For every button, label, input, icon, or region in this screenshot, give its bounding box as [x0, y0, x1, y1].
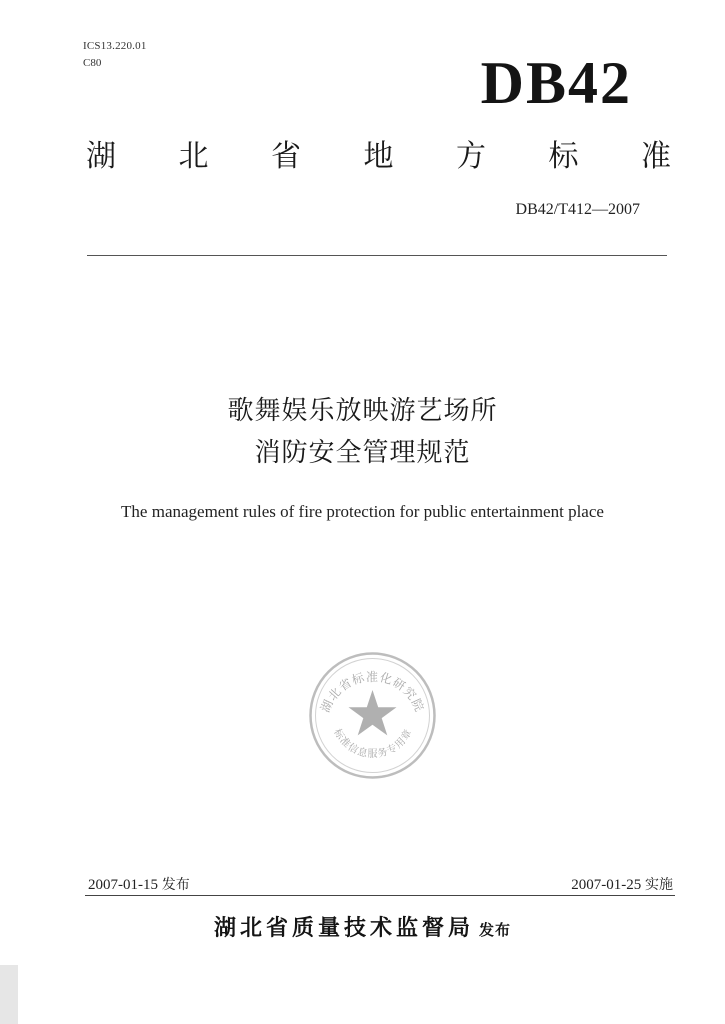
implement-date: 2007-01-25	[571, 877, 642, 893]
standard-type-char: 北	[178, 139, 209, 174]
ccs-code: C80	[83, 57, 102, 69]
publisher-line	[0, 912, 725, 947]
standard-type-char: 准	[641, 139, 671, 174]
seal-star-icon	[349, 690, 397, 735]
issue-date: 2007-01-15	[88, 877, 158, 893]
seal-text-top: 湖北省标准化研究院	[318, 669, 427, 715]
standard-type-title	[86, 137, 671, 177]
english-title: The management rules of fire protection for public entertainment place	[121, 502, 604, 521]
standard-mark: DB42	[480, 50, 632, 116]
standard-type-char: 湖	[86, 139, 116, 174]
publisher-suffix: 发布	[479, 921, 512, 939]
ics-code: ICS13.220.01	[83, 40, 147, 52]
scan-edge-shadow	[0, 965, 18, 1024]
footer-divider	[85, 895, 675, 896]
document-title-line-1: 歌舞娱乐放映游艺场所	[227, 396, 498, 426]
issue-date-line	[88, 875, 190, 895]
document-title-line-2: 消防安全管理规范	[254, 438, 471, 468]
institute-seal	[305, 648, 440, 783]
seal-text-bottom: 标准信息服务专用章	[331, 727, 415, 761]
issue-label: 发布	[161, 877, 190, 893]
standard-type-char: 省	[271, 139, 301, 174]
publisher-name: 湖北省质量技术监督局	[213, 916, 474, 941]
implement-label: 实施	[645, 877, 673, 893]
standard-type-char: 方	[456, 139, 486, 174]
standard-number: DB42/T412—2007	[515, 201, 640, 218]
header-divider	[87, 255, 667, 256]
implement-date-line	[571, 875, 673, 895]
standard-type-char: 标	[548, 139, 579, 174]
standard-type-char: 地	[363, 139, 394, 174]
